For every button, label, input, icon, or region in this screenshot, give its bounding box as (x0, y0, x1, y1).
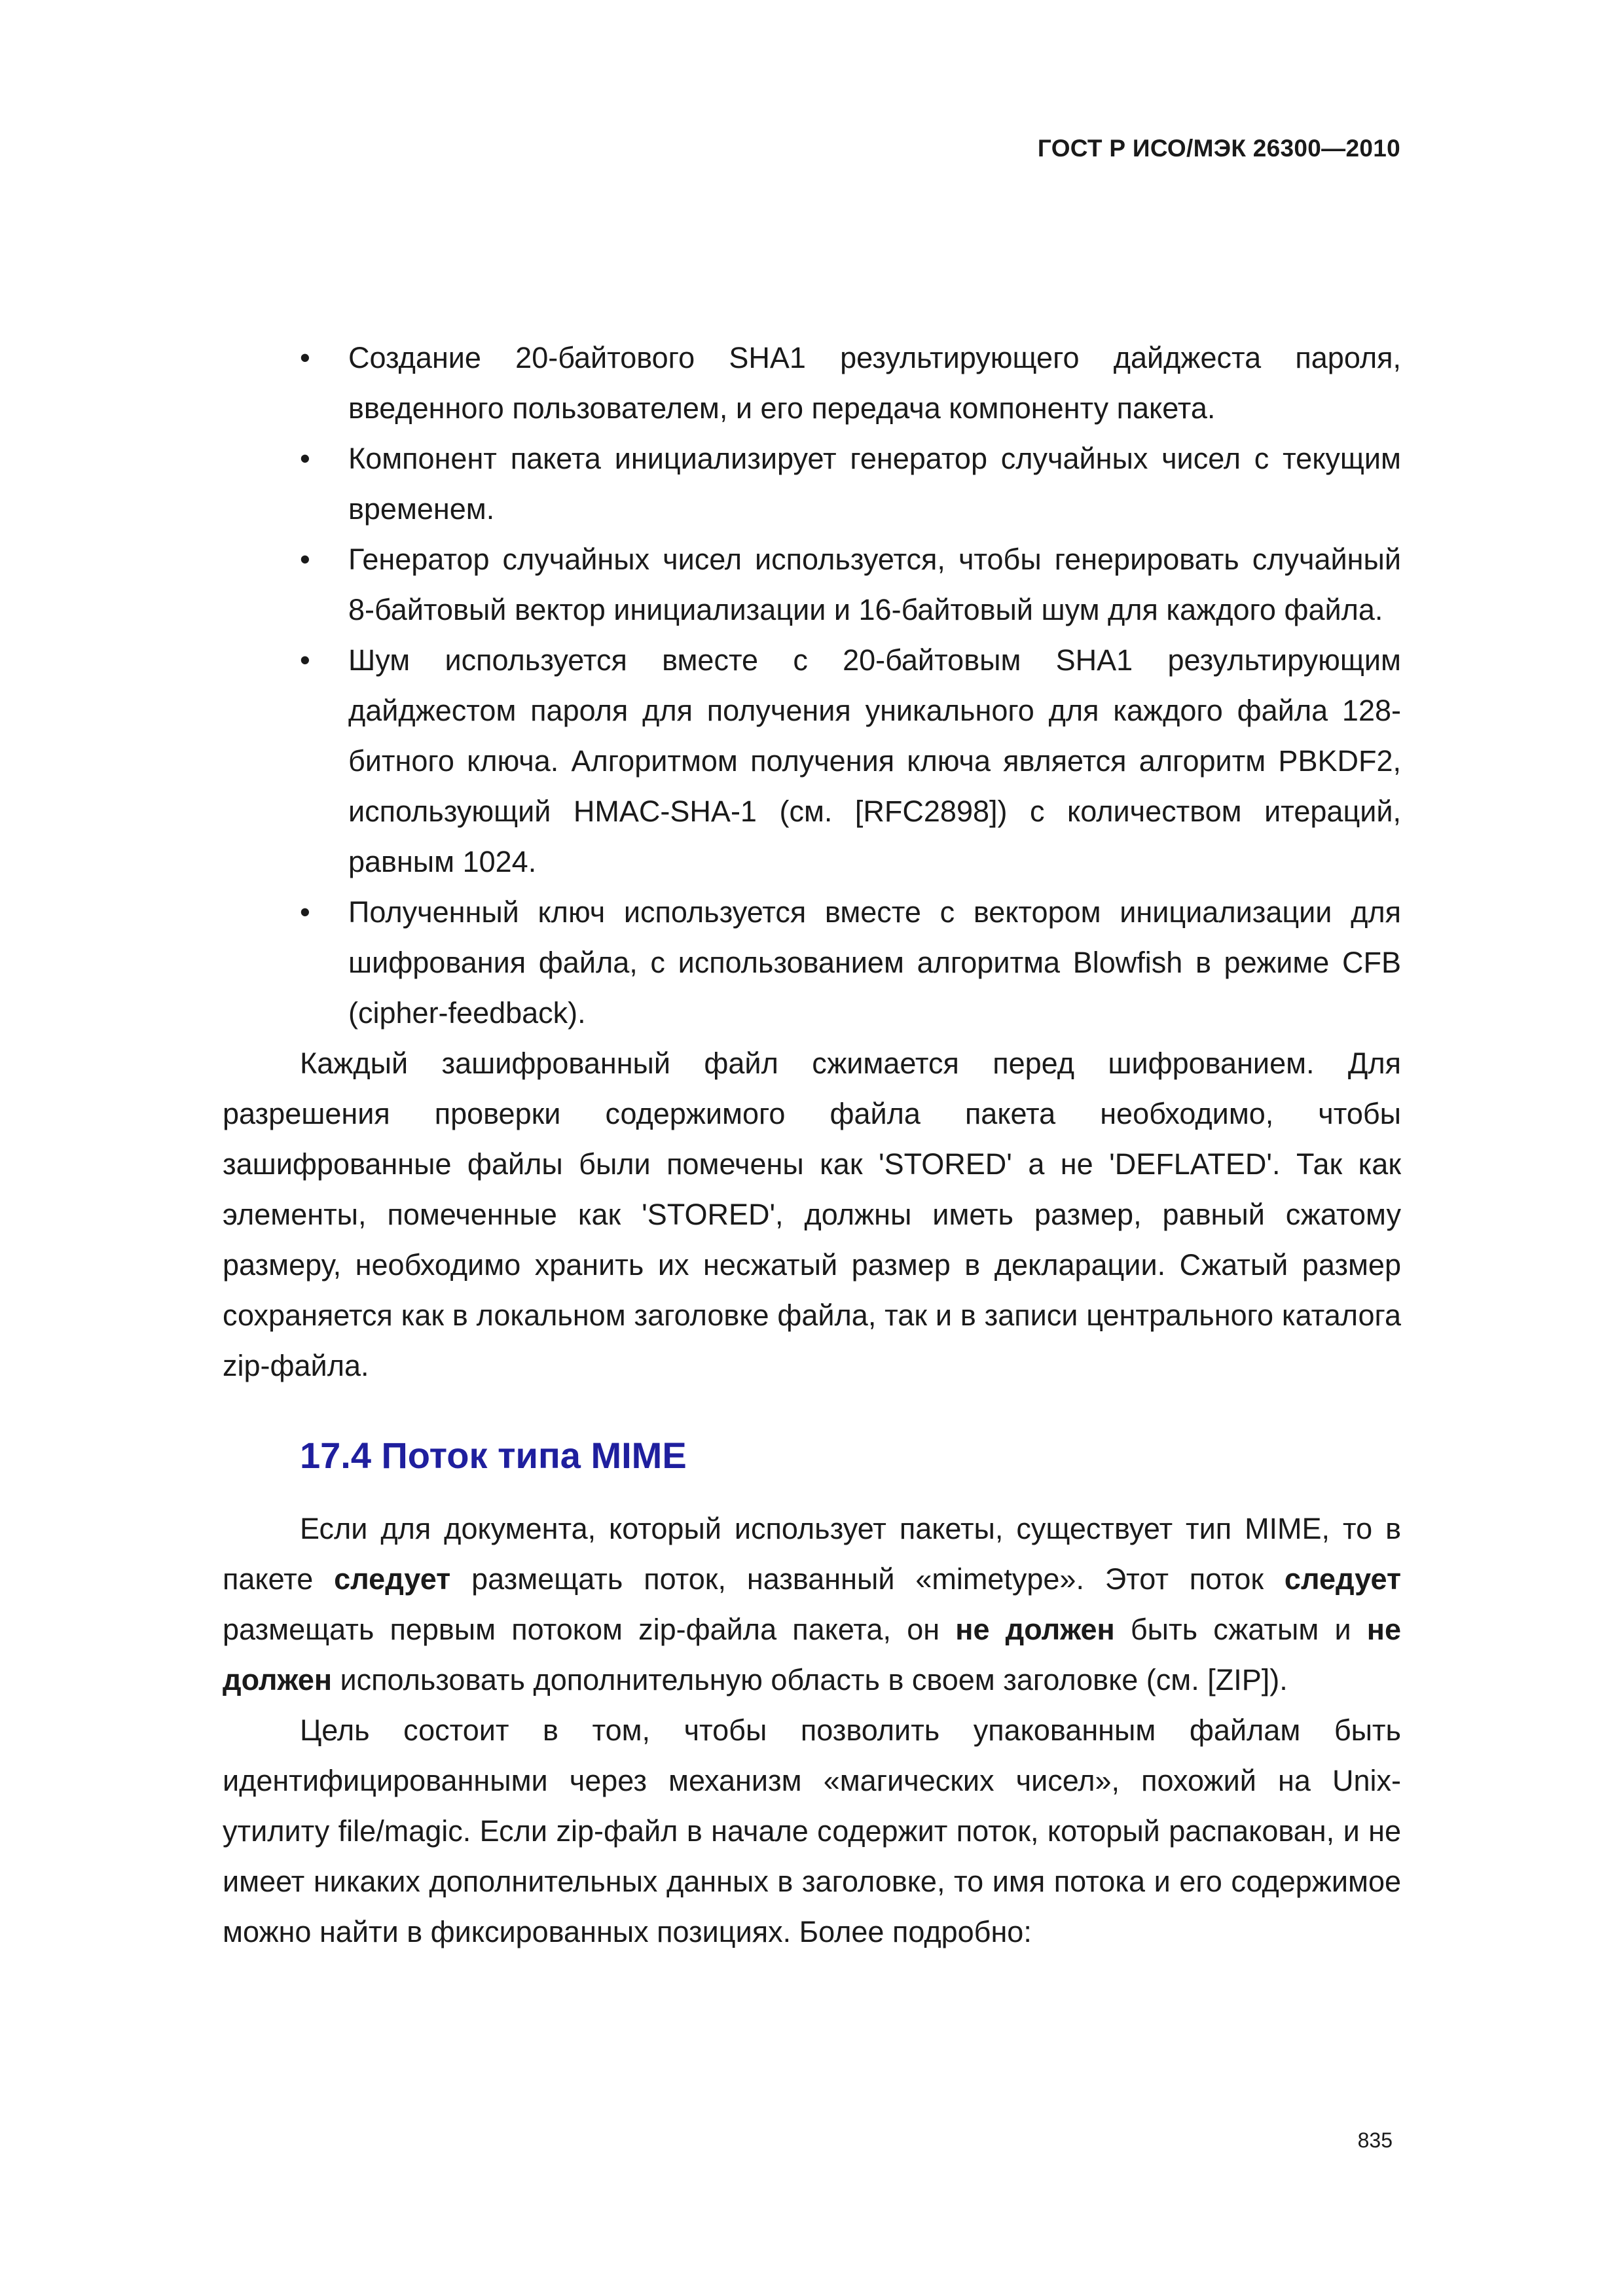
text-run: размещать поток, названный «mimetype». Этот поток (450, 1562, 1285, 1596)
page-content (223, 332, 1401, 1957)
emphasis-shall-not: не должен (955, 1613, 1115, 1646)
text-run: быть сжатым и (1114, 1613, 1367, 1646)
bullet-list (223, 332, 1401, 1038)
emphasis-shall-not: не должен (223, 1613, 1402, 1696)
list-item (223, 332, 1401, 433)
bullet-icon: • (300, 442, 310, 475)
paragraph-mime-requirements (223, 1503, 1401, 1705)
bullet-icon: • (300, 895, 310, 929)
text-run: Если для документа, который использует пакеты, существует тип MIME, то в пакете (223, 1512, 1401, 1596)
paragraph-compression: Каждый зашифрованный файл сжимается перед шифрованием. Для разрешения проверки содержимого файла пакета необходимо, чтобы зашифрованные файлы были помечены как 'STORED' а не 'DEFLATED'. Так как элементы, помеченные как 'STORED', должны иметь размер, равный сжатому размеру, необходимо хранить их несжатый размер в декларации. Сжатый размер сохраняется как в локальном заголовке файла, так и в записи центрального каталога zip-файла. (223, 1047, 1401, 1382)
bullet-icon: • (300, 643, 310, 677)
page-header-standard-id: ГОСТ Р ИСО/МЭК 26300—2010 (1037, 135, 1400, 162)
page-number: 835 (1357, 2128, 1393, 2152)
list-item-text: Шум используется вместе с 20-байтовым SHA1 результирующим дайджестом пароля для получения уникального для каждого файла 128-битного ключа. Алгоритмом получения ключа является алгоритм PBKDF2, использующий HMAC-SHA-1 (см. [RFC2898]) с количеством итераций, равным 1024. (348, 643, 1401, 878)
list-item-text: Полученный ключ используется вместе с вектором инициализации для шифрования файла, с использованием алгоритма Blowfish в режиме CFB (cipher-feedback). (348, 895, 1401, 1030)
list-item (223, 433, 1401, 534)
list-item-text: Генератор случайных чисел используется, чтобы генерировать случайный 8-байтовый вектор инициализации и 16-байтовый шум для каждого файла. (348, 543, 1401, 626)
list-item (223, 534, 1401, 635)
list-item (223, 635, 1401, 887)
bullet-icon: • (300, 543, 310, 576)
list-item-text: Создание 20-байтового SHA1 результирующего дайджеста пароля, введенного пользователем, и его передача компоненту пакета. (348, 341, 1401, 425)
list-item (223, 887, 1401, 1038)
text-run: использовать дополнительную область в своем заголовке (см. [ZIP]). (332, 1663, 1288, 1696)
emphasis-shall: следует (334, 1562, 451, 1596)
list-item-text: Компонент пакета инициализирует генератор случайных чисел с текущим временем. (348, 442, 1401, 526)
emphasis-shall: следует (1284, 1562, 1401, 1596)
paragraph-mime-purpose: Цель состоит в том, чтобы позволить упакованным файлам быть идентифицированными через механизм «магических чисел», похожий на Unix-утилиту file/magic. Если zip-файл в начале содержит поток, который распакован, и не имеет никаких дополнительных данных в заголовке, то имя потока и его содержимое можно найти в фиксированных позициях. Более подробно: (223, 1713, 1401, 1948)
bullet-icon: • (300, 341, 310, 374)
section-heading: 17.4 Поток типа MIME (300, 1435, 687, 1476)
text-run: размещать первым потоком zip-файла пакета, он (223, 1613, 956, 1646)
